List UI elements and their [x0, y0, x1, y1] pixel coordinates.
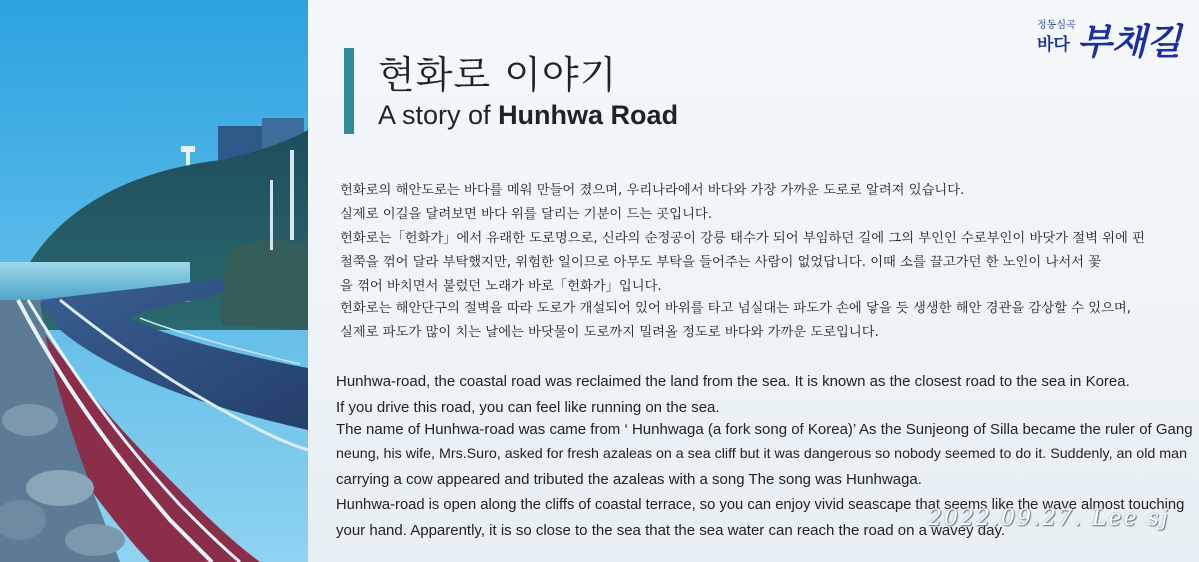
- korean-line-5: 을 꺾어 바치면서 불렀던 노래가 바로「헌화가」입니다.: [340, 279, 662, 294]
- photo-signature: 2022.09.27. Lee sj: [928, 506, 1170, 531]
- korean-line-6: 헌화로는 해안단구의 절벽을 따라 도로가 개설되어 있어 바위를 타고 넘실대는 파도가 손에 닿을 듯 생생한 해안 경관을 감상할 수 있으며,: [340, 301, 1131, 316]
- english-line-7: your hand. Apparently, it is so close to the sea that the sea water can reach the road on a wavey day.: [336, 522, 1006, 539]
- logo-mid-text: 바다: [1037, 35, 1070, 55]
- coastal-road-photo: [0, 0, 308, 562]
- english-line-1: Hunhwa-road, the coastal road was reclaimed the land from the sea. It is known as the closest road to the sea in Korea.: [336, 373, 1130, 390]
- korean-line-1: 헌화로의 해안도로는 바다를 메워 만들어 졌으며, 우리나라에서 바다와 가장 가까운 도로로 알려져 있습니다.: [340, 183, 965, 198]
- info-sign: [308, 0, 1199, 562]
- english-line-5: carrying a cow appeared and tributed the azaleas with a song The song was Hunhwaga.: [336, 471, 922, 488]
- english-line-2: If you drive this road, you can feel like running on the sea.: [336, 399, 720, 416]
- title-english-prefix: A story of: [378, 100, 499, 130]
- korean-line-4: 철쭉을 꺾어 달라 부탁했지만, 위험한 일이므로 아무도 부탁을 들어주는 사람이 없었답니다. 이때 소를 끌고가던 한 노인이 나서서 꽃: [340, 255, 1102, 270]
- korean-line-2: 실제로 이길을 달려보면 바다 위를 달리는 기분이 드는 곳입니다.: [340, 207, 713, 222]
- english-line-3: The name of Hunhwa-road was came from ‘ Hunhwaga (a fork song of Korea)’ As the Sunjeong of Silla became the ruler of Gang: [336, 421, 1193, 438]
- korean-line-7: 실제로 파도가 많이 치는 날에는 바닷물이 도로까지 밀려올 정도로 바다와 가까운 도로입니다.: [340, 325, 879, 340]
- bada-buchaegil-logo: [1037, 12, 1182, 63]
- title-korean: 현화로 이야기: [378, 53, 618, 97]
- english-line-6: Hunhwa-road is open along the cliffs of coastal terrace, so you can enjoy vivid seascape that seems like the wave almost touching: [336, 497, 1185, 513]
- title-english: [378, 100, 678, 131]
- logo-small-text: 정동심곡: [1037, 20, 1076, 31]
- title-accent-bar: [344, 48, 354, 134]
- coastal-road-illustration: [0, 0, 308, 562]
- english-line-4: neung, his wife, Mrs.Suro, asked for fresh azaleas on a sea cliff but it was dangerous so nobody seemed to do it. Suddenly, an old man: [336, 446, 1188, 462]
- korean-line-3: 헌화로는「헌화가」에서 유래한 도로명으로, 신라의 순정공이 강릉 태수가 되어 부임하던 길에 그의 부인인 수로부인이 바닷가 절벽 위에 핀: [340, 231, 1145, 246]
- logo-big-text: 부채길: [1077, 21, 1182, 63]
- title-english-bold: Hunhwa Road: [498, 100, 679, 130]
